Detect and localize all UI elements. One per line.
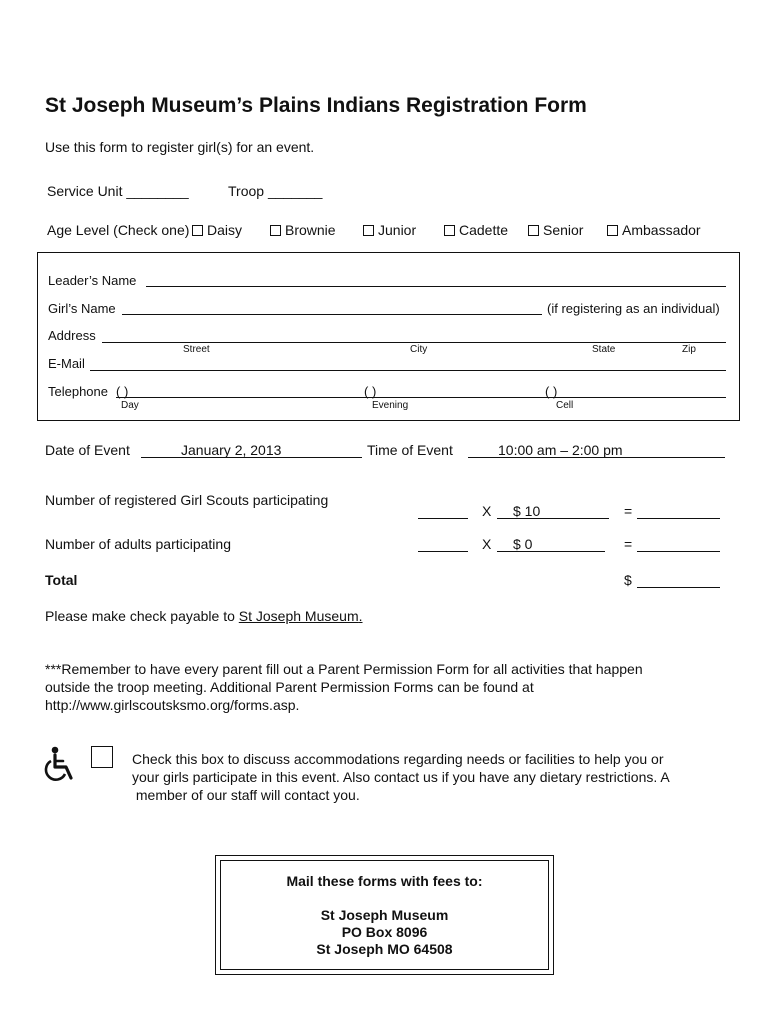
checkbox-icon[interactable] [363,225,374,236]
adults-subtotal-field[interactable] [637,551,720,552]
girl-name-note: (if registering as an individual) [547,301,720,316]
age-ambassador-option[interactable] [607,222,701,238]
girl-name-field[interactable] [122,314,542,315]
adults-multiplier: X [482,536,492,552]
age-senior-label: Senior [543,222,584,238]
girls-count-label: Number of registered Girl Scouts participating [45,492,329,508]
day-phone-paren: ( ) [116,384,129,399]
age-brownie-option[interactable] [270,222,336,238]
age-junior-label: Junior [378,222,417,238]
age-daisy-label: Daisy [207,222,243,238]
total-field[interactable] [637,587,720,588]
leader-name-label: Leader’s Name [48,273,137,288]
accommodation-line: Check this box to discuss accommodations regarding needs or facilities to help you or [132,751,664,767]
adults-count-label: Number of adults participating [45,536,231,552]
cell-phone-paren: ( ) [545,384,558,399]
age-brownie-label: Brownie [285,222,336,238]
wheelchair-icon [43,746,77,784]
checkbox-icon[interactable] [528,225,539,236]
age-daisy-option[interactable] [192,222,242,238]
checkbox-icon[interactable] [444,225,455,236]
zip-hint: Zip [682,344,696,355]
girls-price: $ 10 [513,503,541,519]
total-currency: $ [624,572,632,588]
event-time-label: Time of Event [367,442,453,458]
girl-name-label: Girl’s Name [48,301,116,316]
form-intro: Use this form to register girl(s) for an event. [45,139,315,155]
age-cadette-option[interactable] [444,222,508,238]
mail-address-box [215,855,554,975]
event-date-value: January 2, 2013 [181,442,282,458]
mail-name: St Joseph Museum [320,907,449,923]
address-label: Address [48,328,96,343]
age-junior-option[interactable] [363,222,416,238]
evening-hint: Evening [372,400,409,411]
telephone-label: Telephone [48,384,108,399]
reminder-text [45,660,643,714]
telephone-field[interactable] [116,397,726,398]
form-title: St Joseph Museum’s Plains Indians Registration Form [45,94,587,117]
age-cadette-label: Cadette [459,222,509,238]
total-label: Total [45,572,78,588]
reminder-line: ***Remember to have every parent fill out a Parent Permission Form for all activities that happen [45,661,643,677]
girls-subtotal-field[interactable] [637,518,720,519]
girls-count-field[interactable] [418,518,468,519]
accommodation-checkbox[interactable] [91,746,113,768]
checkbox-icon[interactable] [192,225,203,236]
email-label: E-Mail [48,356,85,371]
age-level-label: Age Level (Check one) [47,222,190,238]
payment-prefix: Please make check payable to [45,608,239,624]
checkbox-icon[interactable] [607,225,618,236]
city-hint: City [410,344,428,355]
address-field[interactable] [102,342,726,343]
adults-count-field[interactable] [418,551,468,552]
leader-name-field[interactable] [146,286,726,287]
evening-phone-paren: ( ) [364,384,377,399]
email-field[interactable] [90,370,726,371]
contact-info-box [37,252,740,421]
event-date-label: Date of Event [45,442,130,458]
cell-hint: Cell [556,400,574,411]
payment-payee: St Joseph Museum. [238,608,363,624]
adults-equals: = [624,536,633,552]
troop-field[interactable]: Troop _______ [228,183,323,199]
age-ambassador-label: Ambassador [622,222,701,238]
reminder-line: outside the troop meeting. Additional Parent Permission Forms can be found at [45,679,534,695]
state-hint: State [592,344,616,355]
service-unit-field[interactable]: Service Unit ________ [47,183,189,199]
mail-heading: Mail these forms with fees to: [286,873,483,889]
girls-equals: = [624,503,633,519]
reminder-line: http://www.girlscoutsksmo.org/forms.asp. [45,697,300,713]
event-time-value: 10:00 am – 2:00 pm [498,442,623,458]
day-hint: Day [121,400,139,411]
mail-city: St Joseph MO 64508 [316,941,453,957]
payment-note [45,608,363,624]
mail-po-box: PO Box 8096 [341,924,428,940]
accommodation-line: your girls participate in this event. Also contact us if you have any dietary restrictions. A [132,769,670,785]
age-senior-option[interactable] [528,222,583,238]
adults-price: $ 0 [513,536,533,552]
accommodation-line: member of our staff will contact you. [132,787,360,803]
accommodation-text [132,750,670,804]
checkbox-icon[interactable] [270,225,281,236]
girls-multiplier: X [482,503,492,519]
street-hint: Street [183,344,210,355]
